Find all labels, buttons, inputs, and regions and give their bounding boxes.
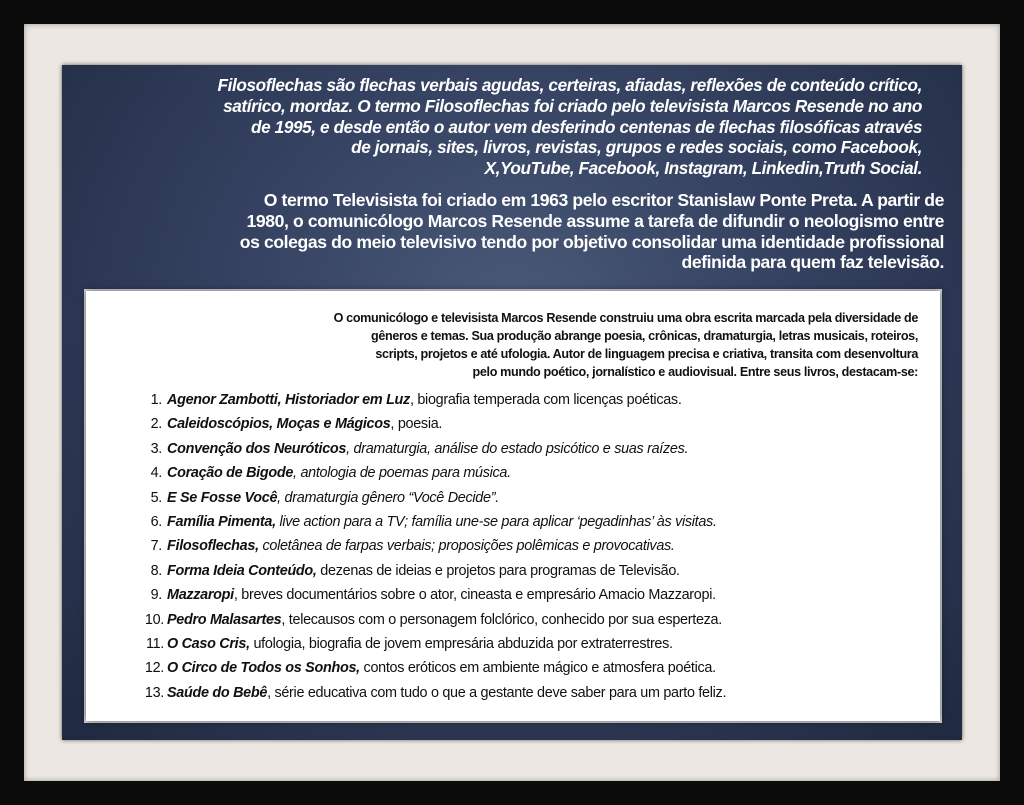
book-item: [132, 437, 932, 461]
works-card: [86, 291, 940, 721]
intro-line: satírico, mordaz. O termo Filosoflechas foi criado pelo televisista Marcos Resende no ano: [223, 95, 922, 116]
intro-text: [72, 75, 944, 273]
filosoflechas-paragraph: [72, 75, 944, 179]
book-description: coletânea de farpas verbais; proposições polêmicas e provocativas.: [258, 538, 675, 555]
book-number: 13.: [144, 684, 164, 701]
book-description: contos eróticos em ambiente mágico e atmosfera poética.: [359, 660, 716, 677]
book-title: Convenção dos Neuróticos: [167, 440, 347, 457]
book-item: [132, 681, 932, 705]
book-number: 7.: [150, 538, 162, 555]
intro-line: 1980, o comunicólogo Marcos Resende assume a tarefa de difundir o neologismo entre: [246, 210, 944, 231]
book-title: Mazzaropi: [167, 587, 234, 604]
lead-line: scripts, projetos e até ufologia. Autor de linguagem precisa e criativa, transita com desenvoltura: [375, 347, 918, 361]
intro-line: os colegas do meio televisivo tendo por objetivo consolidar uma identidade profissional: [239, 231, 944, 252]
book-item: [132, 461, 932, 485]
book-number: 1.: [150, 392, 162, 408]
book-title: Agenor Zambotti, Historiador em Luz: [167, 392, 410, 408]
book-number: 12.: [144, 660, 164, 677]
book-description: , dramaturgia gênero “Você Decide”.: [277, 489, 499, 506]
book-number: 6.: [150, 513, 162, 530]
intro-line: de jornais, sites, livros, revistas, grupos e redes sociais, como Facebook,: [351, 137, 922, 158]
book-list: [132, 388, 932, 705]
book-item: [132, 583, 932, 607]
lead-line: O comunicólogo e televisista Marcos Resende construiu uma obra escrita marcada pela diversidade de: [333, 311, 918, 325]
book-title: Forma Ideia Conteúdo,: [167, 562, 317, 579]
book-description: , breves documentários sobre o ator, cineasta e empresário Amacio Mazzaropi.: [233, 587, 716, 604]
book-title: E Se Fosse Você: [167, 489, 278, 506]
book-description: dezenas de ideias e projetos para programas de Televisão.: [316, 562, 680, 579]
intro-line: O termo Televisista foi criado em 1963 pelo escritor Stanislaw Ponte Preta. A partir de: [263, 189, 944, 210]
book-number: 3.: [150, 440, 162, 457]
book-number: 4.: [150, 465, 162, 482]
book-number: 9.: [150, 587, 162, 604]
book-item: [132, 632, 932, 656]
book-item: [132, 534, 932, 558]
book-number: 10.: [144, 611, 164, 628]
book-number: 5.: [150, 489, 162, 506]
book-title: Coração de Bigode: [167, 465, 294, 482]
book-title: Caleidoscópios, Moças e Mágicos: [167, 416, 391, 433]
book-description: live action para a TV; família une-se para aplicar ‘pegadinhas’ às visitas.: [275, 513, 717, 530]
book-description: , dramaturgia, análise do estado psicótico e suas raízes.: [346, 440, 689, 457]
intro-line: de 1995, e desde então o autor vem desferindo centenas de flechas filosóficas através: [251, 116, 922, 137]
book-item: [132, 486, 932, 510]
televisista-paragraph: [72, 190, 944, 273]
book-description: , biografia temperada com licenças poéticas.: [409, 392, 682, 408]
book-title: O Circo de Todos os Sonhos,: [167, 660, 360, 677]
book-item: [132, 510, 932, 534]
book-description: , telecausos com o personagem folclórico, conhecido por sua esperteza.: [281, 611, 722, 628]
book-description: , antologia de poemas para música.: [293, 465, 511, 482]
intro-line: Filosoflechas são flechas verbais agudas, certeiras, afiadas, reflexões de conteúdo crítico,: [217, 75, 922, 95]
book-title: O Caso Cris,: [167, 635, 250, 652]
book-title: Filosoflechas,: [167, 538, 259, 555]
book-description: , poesia.: [390, 416, 443, 433]
book-number: 2.: [150, 416, 162, 433]
dark-info-panel: [62, 65, 962, 740]
book-item: [132, 608, 932, 632]
book-item: [132, 412, 932, 436]
works-intro-paragraph: [126, 309, 918, 381]
book-item: [132, 656, 932, 680]
lead-line: pelo mundo poético, jornalístico e audiovisual. Entre seus livros, destacam-se:: [472, 365, 918, 379]
book-title: Saúde do Bebê: [167, 684, 268, 701]
book-number: 11.: [145, 635, 164, 652]
book-item: [132, 388, 932, 412]
book-description: ufologia, biografia de jovem empresária abduzida por extraterrestres.: [249, 635, 673, 652]
lead-line: gêneros e temas. Sua produção abrange poesia, crônicas, dramaturgia, letras musicais, roteiros,: [371, 329, 918, 343]
intro-line: X,YouTube, Facebook, Instagram, Linkedin,Truth Social.: [484, 158, 922, 179]
book-description: , série educativa com tudo o que a gestante deve saber para um parto feliz.: [267, 684, 727, 701]
book-item: [132, 559, 932, 583]
intro-line: definida para quem faz televisão.: [681, 252, 944, 273]
book-title: Família Pimenta,: [167, 513, 276, 530]
book-number: 8.: [150, 562, 162, 579]
book-title: Pedro Malasartes: [167, 611, 282, 628]
